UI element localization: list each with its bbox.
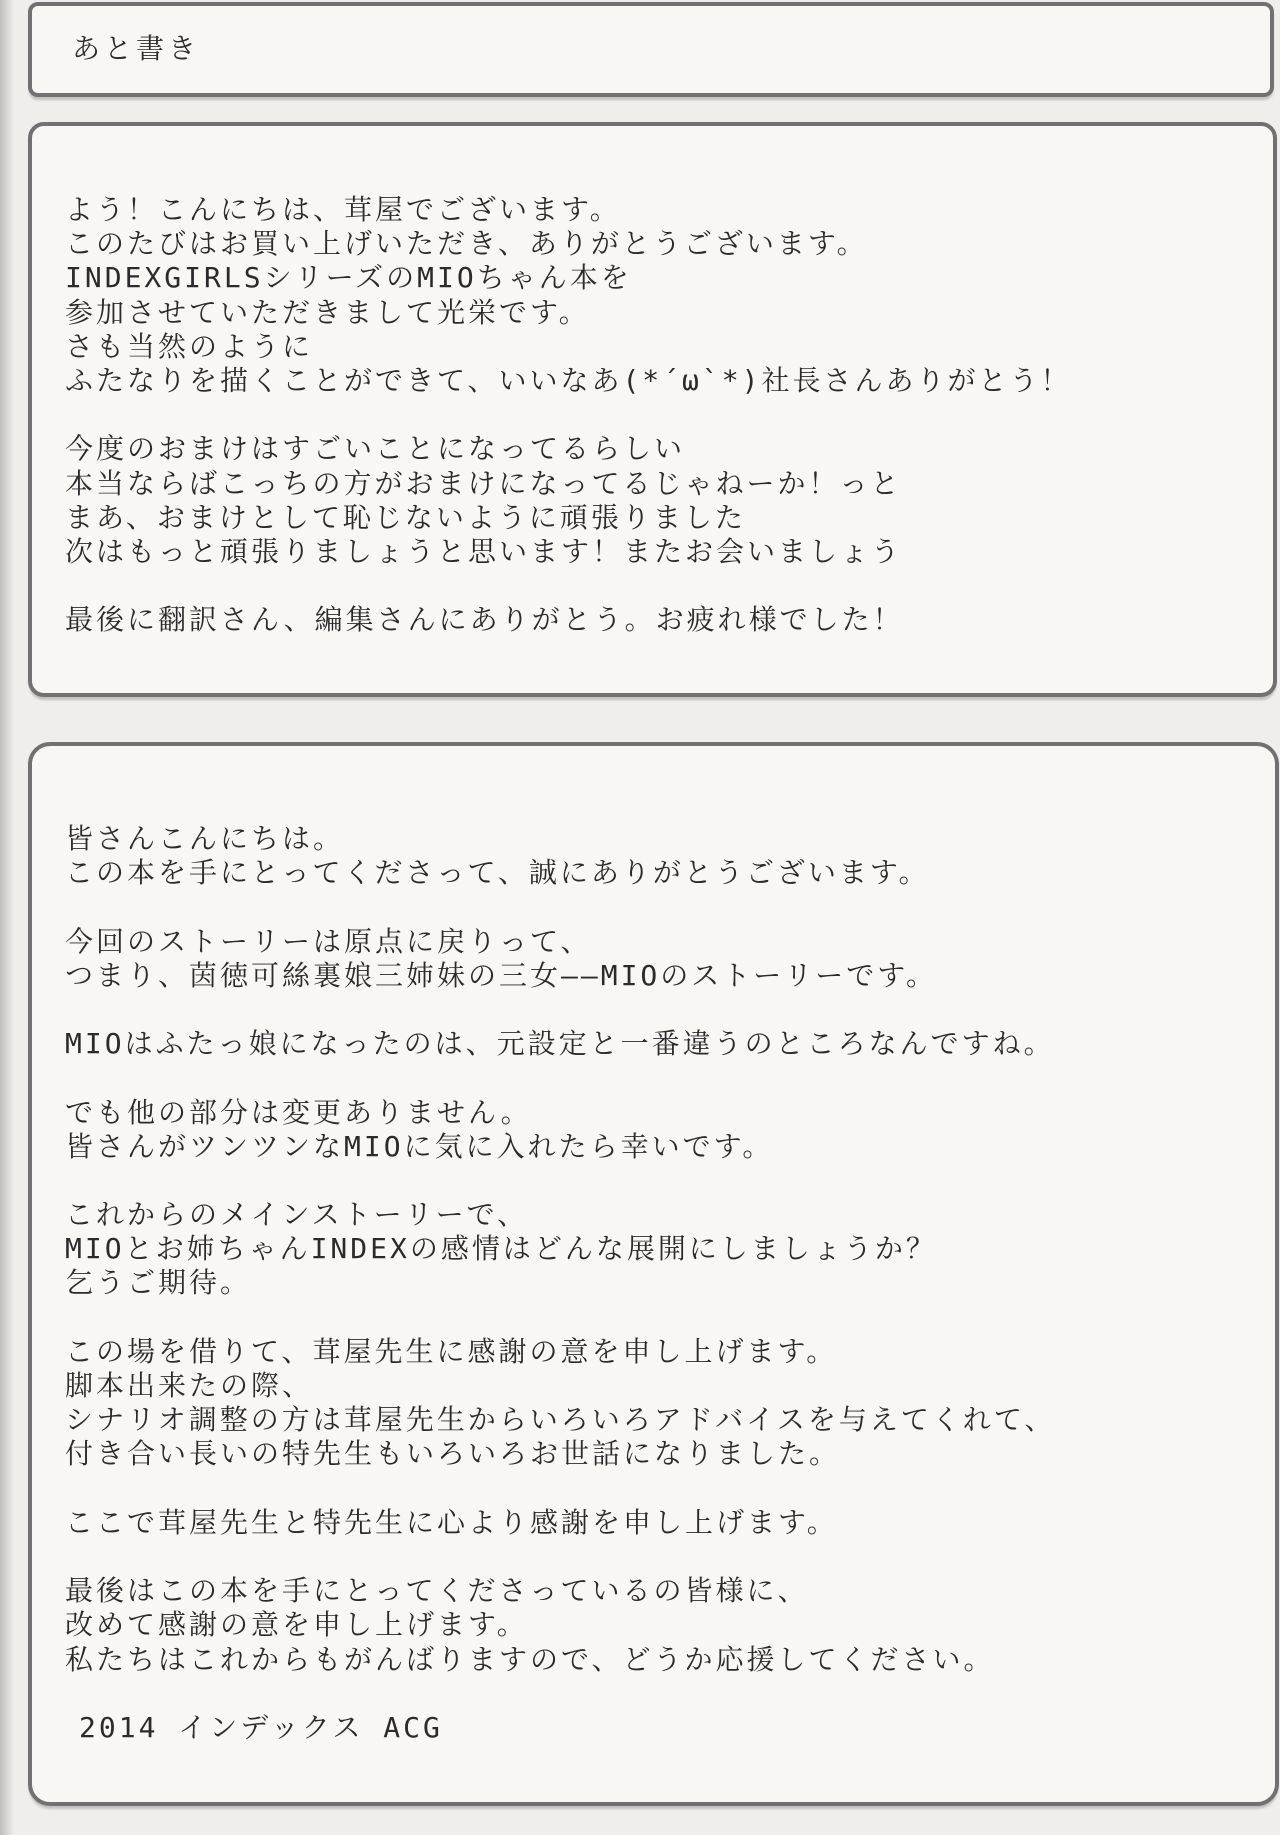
text-line: シナリオ調整の方は茸屋先生からいろいろアドバイスを与えてくれて、 bbox=[65, 1403, 1056, 1437]
text-line: 脚本出来たの際、 bbox=[65, 1369, 314, 1402]
blank-line bbox=[65, 1540, 1259, 1574]
blank-line bbox=[65, 993, 1259, 1027]
afterword-title-box bbox=[28, 2, 1274, 97]
text-line: 最後はこの本を手にとってくださっているの皆様に、 bbox=[65, 1574, 809, 1608]
blank-line bbox=[65, 398, 1257, 432]
publisher-afterword-box bbox=[28, 742, 1279, 1806]
text-line: MIOはふたっ娘になったのは、元設定と一番違うのところなんですね。 bbox=[65, 1027, 1055, 1061]
text-line: 皆さんがツンツンなMIOに気に入れたら幸いです。 bbox=[65, 1129, 774, 1163]
text-line: INDEXGIRLSシリーズのMIOちゃん本を bbox=[65, 261, 632, 295]
text-line: 改めて感謝の意を申し上げます。 bbox=[65, 1608, 528, 1642]
scan-edge-shadow bbox=[0, 0, 14, 1835]
text-line: この本を手にとってくださって、誠にありがとうございます。 bbox=[65, 856, 930, 890]
artist-afterword-box bbox=[28, 122, 1277, 697]
page-title: あと書き bbox=[72, 32, 201, 65]
blank-line bbox=[65, 569, 1257, 603]
blank-line bbox=[65, 1164, 1259, 1198]
text-line: 皆さんこんにちは。 bbox=[65, 822, 345, 855]
blank-line bbox=[65, 890, 1259, 924]
credit-line: 2014 インデックス ACG bbox=[79, 1710, 443, 1744]
blank-line bbox=[65, 1677, 1259, 1711]
text-line: これからのメインストーリーで、 bbox=[65, 1198, 529, 1232]
blank-line bbox=[65, 1472, 1259, 1506]
blank-line bbox=[65, 1301, 1259, 1335]
text-line: MIOとお姉ちゃんINDEXの感情はどんな展開にしましょうか？ bbox=[65, 1232, 937, 1266]
text-line: このたびはお買い上げいただき、ありがとうございます。 bbox=[65, 227, 868, 261]
text-line: この場を借りて、茸屋先生に感謝の意を申し上げます。 bbox=[65, 1334, 838, 1368]
text-line: 乞うご期待。 bbox=[65, 1266, 252, 1300]
text-line: 今度のおまけはすごいことになってるらしい bbox=[65, 432, 686, 466]
blank-line bbox=[65, 1061, 1259, 1095]
text-line: 参加させていただきまして光栄です。 bbox=[65, 295, 590, 329]
text-line: まあ、おまけとして恥じないように頑張りました bbox=[65, 500, 746, 534]
text-line: 付き合い長いの特先生もいろいろお世話になりました。 bbox=[65, 1437, 841, 1471]
text-line: つまり、茵徳可絲裏娘三姉妹の三女——MIOのストーリーです。 bbox=[65, 958, 938, 992]
text-line: さも当然のように bbox=[65, 329, 314, 363]
text-line: ふたなりを描くことができて、いいなあ(*´ω`*)社長さんありがとう！ bbox=[65, 363, 1072, 397]
text-line: 最後に翻訳さん、編集さんにありがとう。お疲れ様でした！ bbox=[65, 603, 904, 637]
text-line: 本当ならばこっちの方がおまけになってるじゃねーか！っと bbox=[65, 466, 902, 500]
text-line: でも他の部分は変更ありません。 bbox=[65, 1095, 532, 1129]
text-line: 私たちはこれからもがんばりますので、どうか応援してください。 bbox=[65, 1642, 995, 1676]
text-line: よう！こんにちは、茸屋でございます。 bbox=[65, 193, 621, 226]
text-line: 次はもっと頑張りましょうと思います！またお会いましょう bbox=[65, 534, 903, 568]
text-line: ここで茸屋先生と特先生に心より感謝を申し上げます。 bbox=[65, 1505, 838, 1539]
text-line: 今回のストーリーは原点に戻りって、 bbox=[65, 924, 592, 958]
